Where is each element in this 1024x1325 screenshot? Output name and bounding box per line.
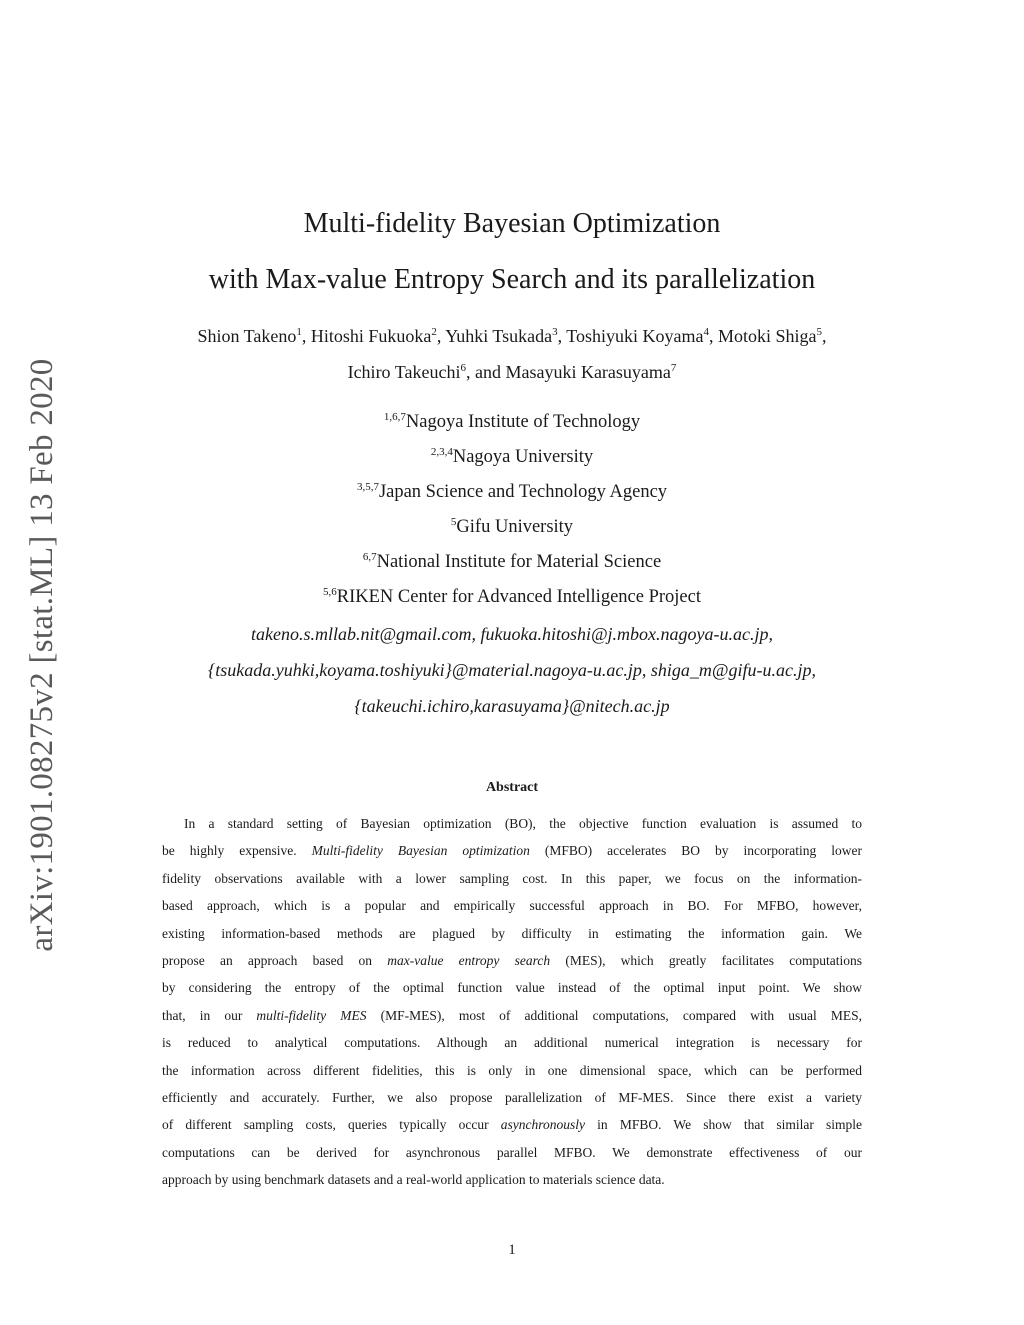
abstract-emphasis: max-value entropy search [387,953,551,969]
author-separator: , [822,326,827,346]
abstract-emphasis: multi-fidelity MES [256,1007,367,1023]
abstract-text: computations can be derived for asynchronous parallel MFBO. We demonstrate effectiveness of our [162,1144,862,1160]
abstract-line [162,1139,862,1166]
abstract-text: existing information-based methods are plagued by difficulty in estimating the information gain. We [162,925,862,941]
abstract-line [162,1084,862,1111]
abstract-text: of different sampling costs, queries typically occur [162,1117,501,1133]
email-line: {tsukada.yuhki,koyama.toshiyuki}@material.nagoya-u.ac.jp, shiga_m@gifu-u.ac.jp, [208,660,816,680]
abstract-line [162,837,862,864]
abstract-text: (MF-MES), most of additional computations, compared with usual MES, [366,1007,862,1023]
affiliation-name: Nagoya Institute of Technology [405,412,641,432]
author-name: Hitoshi Fukuoka [310,326,432,346]
abstract-text: be highly expensive. [162,843,312,859]
paper-title [0,196,1024,308]
affiliation-name: Gifu University [456,517,574,537]
email-line: {takeuchi.ichiro,karasuyama}@nitech.ac.jp [354,696,670,716]
abstract-text: is reduced to analytical computations. Although an additional numerical integration is necessary for [162,1035,862,1051]
author-name: Motoki Shiga [718,326,817,346]
affiliation-mark: 5,6 [323,586,337,598]
abstract-text: In a standard setting of Bayesian optimization (BO), the objective function evaluation is assumed to [184,816,862,831]
abstract-emphasis: Multi-fidelity Bayesian optimization [311,843,530,859]
arxiv-identifier-stamp: arXiv:1901.08275v2 [stat.ML] 13 Feb 2020 [24,358,60,952]
affiliation [0,580,1024,615]
affiliation [0,475,1024,510]
abstract-text: by considering the entropy of the optimal function value instead of the optimal input point. We show [162,980,862,996]
author-affiliation-mark: 4 [703,326,710,338]
author-name: Shion Takeno [197,326,297,346]
author-line-2 [0,354,1024,390]
affiliation-mark: 1,6,7 [383,411,406,423]
author-name: Masayuki Karasuyama [505,362,671,382]
author-separator: , [436,326,446,346]
affiliation [0,440,1024,475]
abstract-text: approach by using benchmark datasets and a real-world application to materials science data. [162,1172,665,1188]
author-name: Yuhki Tsukada [445,326,553,346]
abstract-line [162,892,862,919]
affiliation-name: National Institute for Material Science [376,552,662,572]
title-line-1: Multi-fidelity Bayesian Optimization [303,208,721,239]
abstract-line [162,1002,862,1029]
affiliation-mark: 6,7 [362,551,377,563]
affiliation-list [0,405,1024,615]
abstract-text: efficiently and accurately. Further, we also propose parallelization of MF-MES. Since there exist a variety [162,1090,862,1106]
affiliation-name: RIKEN Center for Advanced Intelligence Project [336,587,701,607]
abstract-line [162,920,862,947]
author-affiliation-mark: 7 [670,362,677,374]
affiliation-name: Nagoya University [452,447,594,467]
abstract-text: based approach, which is a popular and empirically successful approach in BO. For MFBO, however, [162,898,862,914]
abstract-text: in MFBO. We show that similar simple [585,1117,862,1133]
author-line-1 [0,318,1024,354]
affiliation [0,510,1024,545]
author-separator: , [709,326,719,346]
author-affiliation-mark: 6 [460,362,466,374]
abstract-line [162,1111,862,1138]
author-name: Ichiro Takeuchi [347,362,461,382]
title-line-2: with Max-value Entropy Search and its parallelization [208,264,816,295]
affiliation [0,545,1024,580]
abstract-line [162,1029,862,1056]
email-list [0,616,1024,724]
abstract-emphasis: asynchronously [500,1117,585,1133]
abstract-text: propose an approach based on [162,953,388,969]
abstract-text: that, in our [162,1007,257,1023]
email-line: takeno.s.mllab.nit@gmail.com, fukuoka.hitoshi@j.mbox.nagoya-u.ac.jp, [250,624,774,644]
affiliation-name: Japan Science and Technology Agency [378,482,668,502]
affiliation-mark: 5 [450,516,457,528]
affiliation [0,405,1024,440]
abstract-text: the information across different fidelities, this is only in one dimensional space, which can be performed [162,1062,862,1078]
author-affiliation-mark: 1 [296,326,302,338]
author-list [0,318,1024,390]
abstract-heading: Abstract [485,780,539,795]
page-number: 1 [508,1242,516,1258]
author-separator: , [301,326,311,346]
abstract-line [162,865,862,892]
author-affiliation-mark: 3 [552,326,558,338]
author-separator: , and [465,362,506,382]
abstract-line [162,810,862,837]
abstract-text: fidelity observations available with a lower sampling cost. In this paper, we focus on the information- [162,870,862,886]
abstract-text: (MES), which greatly facilitates computations [550,953,862,969]
abstract-line [162,974,862,1001]
author-name: Toshiyuki Koyama [566,326,704,346]
abstract-line [162,1057,862,1084]
abstract-text: (MFBO) accelerates BO by incorporating lower [529,843,863,859]
author-separator: , [557,326,567,346]
abstract-line [162,947,862,974]
affiliation-mark: 2,3,4 [430,446,453,458]
author-affiliation-mark: 5 [816,326,823,338]
author-affiliation-mark: 2 [431,326,437,338]
abstract-line [162,1166,862,1193]
abstract-body [162,810,862,1194]
affiliation-mark: 3,5,7 [356,481,379,493]
